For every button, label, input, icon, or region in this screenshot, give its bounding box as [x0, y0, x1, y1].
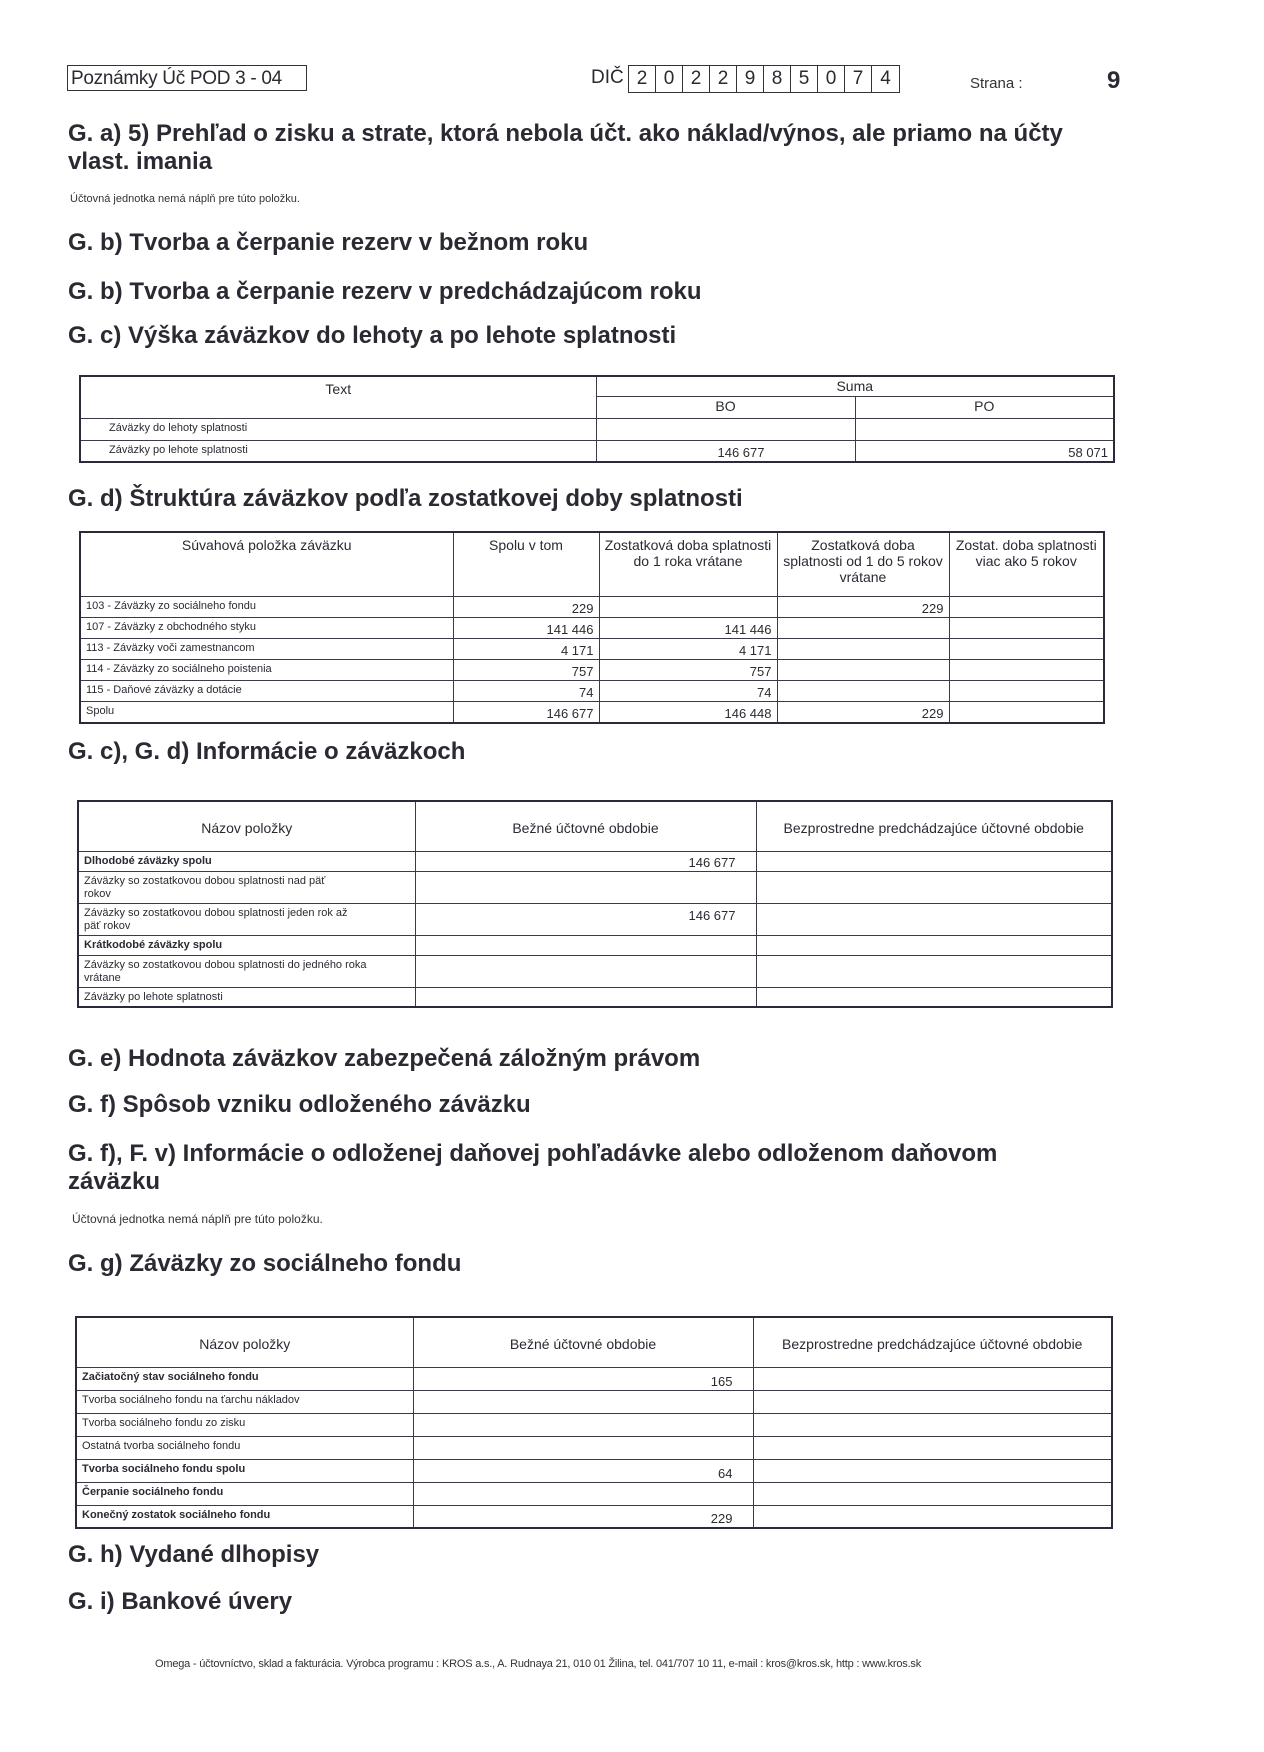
table-row: Záväzky so zostatkovou dobou splatnosti do jedného roka vrátane	[78, 955, 1112, 987]
table-row: 114 - Záväzky zo sociálneho poistenia 757 757	[80, 659, 1104, 680]
dic-digit: 2	[683, 66, 710, 92]
table-row: Ostatná tvorba sociálneho fondu	[76, 1436, 1112, 1459]
table-row: Dlhodobé záväzky spolu 146 677	[78, 851, 1112, 871]
footer-text: Omega - účtovníctvo, sklad a fakturácia. Výrobca programu : KROS a.s., A. Rudnaya 21, 010 01 Žilina, tel. 041/707 10 11, e-mail : kros@kros.sk, http : www.kros.sk	[155, 1658, 922, 1670]
gd-header: Zostatková doba splatnosti od 1 do 5 rokov vrátane	[777, 532, 949, 596]
section-gb-previous-title: G. b) Tvorba a čerpanie rezerv v predchádzajúcom roku	[68, 278, 702, 305]
section-gfv-note: Účtovná jednotka nemá náplň pre túto položku.	[72, 1212, 323, 1226]
section-gcd-title: G. c), G. d) Informácie o záväzkoch	[68, 738, 466, 765]
table-gc	[79, 375, 1115, 463]
table-gg	[75, 1316, 1113, 1529]
dic-digit: 2	[629, 66, 656, 92]
table-row: Krátkodobé záväzky spolu	[78, 935, 1112, 955]
table-row: Záväzky so zostatkovou dobou splatnosti jeden rok až päť rokov 146 677	[78, 903, 1112, 935]
table-row: Záväzky po lehote splatnosti	[78, 987, 1112, 1007]
section-gf-title: G. f) Spôsob vzniku odloženého záväzku	[68, 1091, 531, 1118]
section-gh-title: G. h) Vydané dlhopisy	[68, 1541, 320, 1568]
gd-header: Spolu v tom	[453, 532, 599, 596]
table-row: Záväzky po lehote splatnosti 146 677 58 071	[80, 440, 1114, 462]
table-row: Čerpanie sociálneho fondu	[76, 1482, 1112, 1505]
section-gfv-title: G. f), F. v) Informácie o odloženej daňovej pohľadávke alebo odloženom daňovom záväzku	[68, 1140, 998, 1195]
gg-header: Bezprostredne predchádzajúce účtovné obdobie	[753, 1317, 1112, 1367]
section-ga5-note: Účtovná jednotka nemá náplň pre túto položku.	[70, 193, 300, 205]
table-row-total: Spolu 146 677 146 448 229	[80, 701, 1104, 723]
section-gi-title: G. i) Bankové úvery	[68, 1588, 293, 1615]
dic-digit: 8	[764, 66, 791, 92]
dic-digit: 4	[880, 68, 891, 89]
gc-header-po: PO	[855, 396, 1114, 418]
gd-header: Zostatková doba splatnosti do 1 roka vrátane	[599, 532, 777, 596]
table-gd	[79, 531, 1105, 724]
section-ge-title: G. e) Hodnota záväzkov zabezpečená záložným právom	[68, 1045, 701, 1072]
dic-digit: 2	[710, 66, 737, 92]
dic-digit: 7	[845, 66, 872, 92]
dic-digit: 9	[737, 66, 764, 92]
section-gg-title: G. g) Záväzky zo sociálneho fondu	[68, 1250, 462, 1277]
table-row: 107 - Záväzky z obchodného styku 141 446 141 446	[80, 617, 1104, 638]
table-row: 103 - Záväzky zo sociálneho fondu 229 229	[80, 596, 1104, 617]
gc-header-bo: BO	[596, 396, 855, 418]
table-row: Konečný zostatok sociálneho fondu 229	[76, 1505, 1112, 1528]
section-gc-title: G. c) Výška záväzkov do lehoty a po lehote splatnosti	[68, 322, 677, 349]
gcd-header: Bezprostredne predchádzajúce účtovné obdobie	[756, 801, 1112, 851]
gcd-header: Názov položky	[78, 801, 415, 851]
gd-header: Súvahová položka záväzku	[80, 532, 453, 596]
section-gd-title: G. d) Štruktúra záväzkov podľa zostatkovej doby splatnosti	[68, 485, 743, 512]
page-label: Strana :	[970, 75, 1023, 92]
gc-header-suma: Suma	[596, 376, 1114, 396]
table-row: Záväzky do lehoty splatnosti	[80, 418, 1114, 440]
section-ga5-title: G. a) 5) Prehľad o zisku a strate, ktorá nebola účt. ako náklad/výnos, ale priamo na účty vlast. imania	[68, 120, 1063, 175]
table-row: Tvorba sociálneho fondu na ťarchu nákladov	[76, 1390, 1112, 1413]
dic-number	[628, 65, 900, 93]
document-id: Poznámky Úč POD 3 - 04	[67, 65, 307, 91]
gg-header: Bežné účtovné obdobie	[413, 1317, 753, 1367]
dic-label: DIČ	[591, 67, 624, 88]
gcd-header: Bežné účtovné obdobie	[415, 801, 756, 851]
gc-header-text: Text	[80, 376, 596, 418]
table-row: Záväzky so zostatkovou dobou splatnosti nad päť rokov	[78, 871, 1112, 903]
dic-digit: 0	[656, 66, 683, 92]
page-number: 9	[1107, 67, 1121, 94]
dic-digit: 5	[791, 66, 818, 92]
table-row: Tvorba sociálneho fondu zo zisku	[76, 1413, 1112, 1436]
section-gb-current-title: G. b) Tvorba a čerpanie rezerv v bežnom roku	[68, 229, 589, 256]
dic-digit: 0	[818, 66, 845, 92]
gd-header: Zostat. doba splatnosti viac ako 5 rokov	[949, 532, 1104, 596]
table-row: Začiatočný stav sociálneho fondu 165	[76, 1367, 1112, 1390]
table-gcd	[77, 800, 1113, 1008]
table-row: 113 - Záväzky voči zamestnancom 4 171 4 171	[80, 638, 1104, 659]
table-row: Tvorba sociálneho fondu spolu 64	[76, 1459, 1112, 1482]
table-row: 115 - Daňové záväzky a dotácie 74 74	[80, 680, 1104, 701]
gg-header: Názov položky	[76, 1317, 413, 1367]
